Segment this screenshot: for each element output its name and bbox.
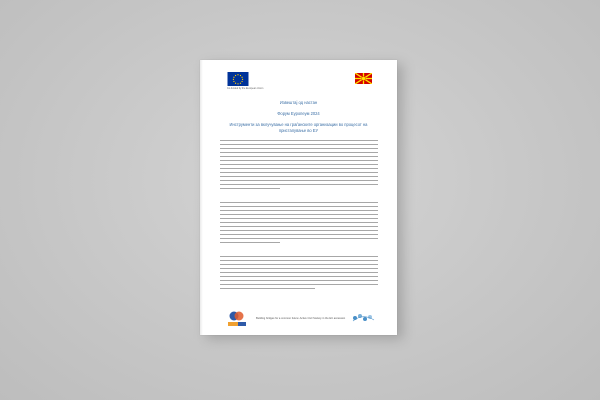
footer-tagline: Building bridges for a common future: Active Civil Society in the EU accession bbox=[256, 317, 346, 320]
body-paragraph-2 bbox=[220, 202, 378, 246]
report-title: Извештај од настан bbox=[279, 100, 318, 105]
report-subtitle: Инструменти за вклучување на граѓанските организации во процесот на пристапување во ЕУ bbox=[229, 122, 368, 133]
macedonia-flag-icon bbox=[355, 73, 372, 84]
eu-flag-icon bbox=[227, 72, 249, 86]
document-page bbox=[200, 60, 397, 335]
partner-logo-icon bbox=[226, 310, 248, 328]
body-paragraph-3 bbox=[220, 256, 378, 292]
body-paragraph-1 bbox=[220, 140, 378, 192]
eu-funding-caption: Co-funded by the European Union bbox=[227, 87, 264, 90]
footer-decoration-icon bbox=[350, 311, 376, 325]
event-name: Форум Еуропеум 2024 bbox=[277, 111, 320, 116]
